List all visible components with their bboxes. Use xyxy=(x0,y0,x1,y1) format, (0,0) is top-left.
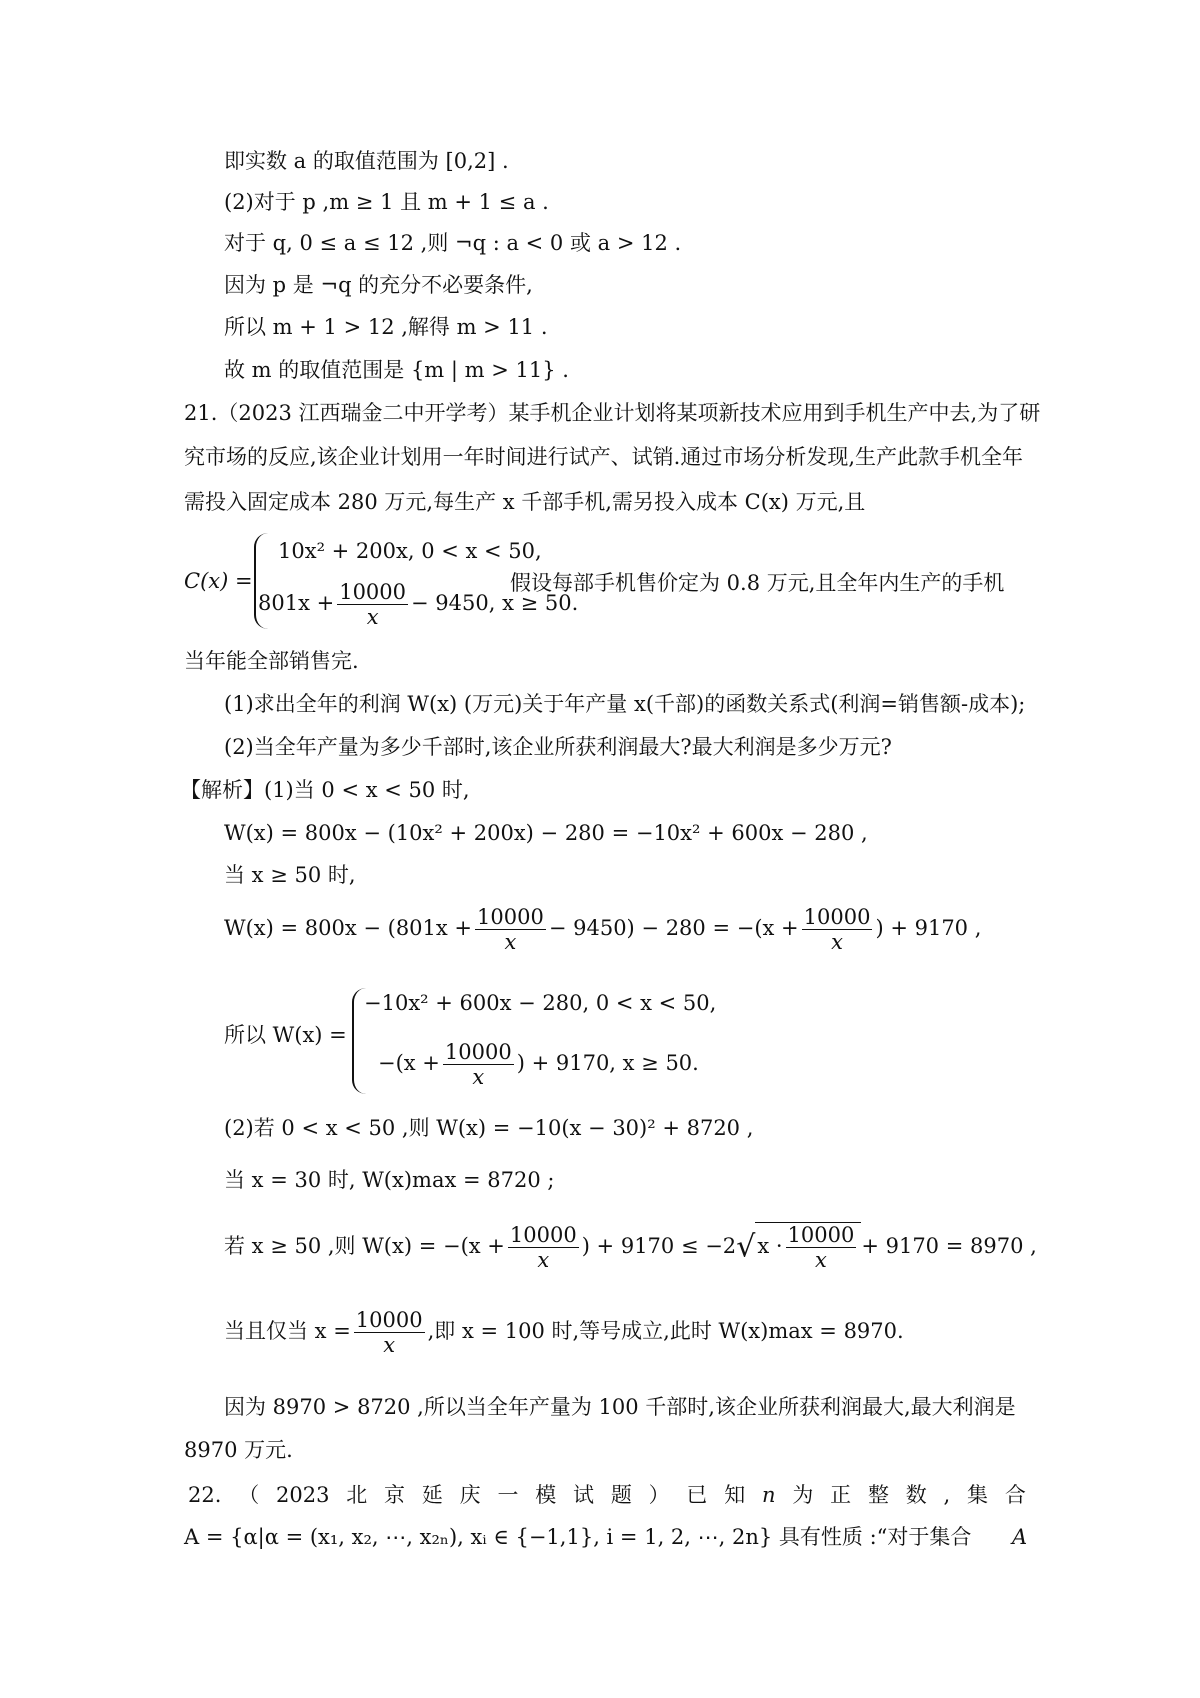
fraction xyxy=(508,1223,579,1272)
fraction xyxy=(475,905,546,954)
fraction-denominator: x xyxy=(831,930,843,954)
expr-part: x · xyxy=(757,1234,783,1258)
sqrt-icon: √ xyxy=(736,1229,756,1265)
text-line: 即实数 a 的取值范围为 [0,2] . xyxy=(224,149,509,173)
q22-token: 北 xyxy=(346,1483,368,1507)
fraction-denominator: x xyxy=(504,930,517,954)
fraction-numerator: 10000 xyxy=(339,580,407,604)
question-22-line: A = {α|α = (x₁, x₂, ⋯, x₂ₙ), xᵢ ∈ {−1,1}, i = 1, 2, ⋯, 2n} 具有性质 :“对于集合 xyxy=(184,1525,972,1549)
expr-part: − 9450) − 280 = −(x + xyxy=(548,916,799,940)
expr-part: W(x) = 800x − (801x + xyxy=(224,916,473,940)
solution-line xyxy=(224,1308,904,1357)
q22-token: n xyxy=(762,1483,776,1507)
question-21-part-2: (2)当全年产量为多少千部时,该企业所获利润最大?最大利润是多少万元? xyxy=(224,735,892,759)
solution-line xyxy=(224,905,981,954)
fraction-numerator: 10000 xyxy=(477,905,544,929)
text-line: 所以 m + 1 > 12 ,解得 m > 11 . xyxy=(224,315,548,339)
question-21-line: 21.（2023 江西瑞金二中开学考）某手机企业计划将某项新技术应用到手机生产中去,为了研 xyxy=(184,401,1041,425)
q22-token: 已 xyxy=(686,1483,708,1507)
expr-part: ) + 9170, x ≥ 50. xyxy=(516,1051,699,1075)
fraction xyxy=(443,1040,514,1089)
text-line: 故 m 的取值范围是 {m | m > 11} . xyxy=(224,358,569,382)
q22-token: 京 xyxy=(384,1483,406,1507)
cx-case-2-part: 801x + xyxy=(258,591,335,615)
fraction-denominator: x xyxy=(815,1248,827,1272)
q22-token: （ xyxy=(238,1483,260,1507)
sqrt-radicand xyxy=(755,1222,861,1272)
wx-case-1: −10x² + 600x − 280, 0 < x < 50, xyxy=(364,991,717,1015)
question-22-line xyxy=(188,1480,1026,1510)
text-line: 因为 p 是 ¬q 的充分不必要条件, xyxy=(224,273,533,297)
expr-part: + 9170 = 8970 , xyxy=(861,1234,1037,1258)
solution-line: 因为 8970 > 8720 ,所以当全年产量为 100 千部时,该企业所获利润最大,最大利润是 xyxy=(224,1395,1016,1419)
fraction xyxy=(802,905,873,954)
q22-token: 正 xyxy=(830,1483,852,1507)
solution-line: W(x) = 800x − (10x² + 200x) − 280 = −10x² + 600x − 280 , xyxy=(224,821,868,845)
cx-case-1: 10x² + 200x, 0 < x < 50, xyxy=(278,539,542,563)
wx-case-2 xyxy=(378,1040,699,1089)
fraction-denominator: x xyxy=(537,1248,550,1272)
cx-case-2-part: − 9450, x ≥ 50. xyxy=(411,591,579,615)
q22-token: 22. xyxy=(188,1483,222,1507)
expr-part: 若 x ≥ 50 ,则 W(x) = −(x + xyxy=(224,1234,505,1258)
q22-token: 题 xyxy=(610,1483,632,1507)
fraction xyxy=(337,580,408,629)
expr-part: ) + 9170 , xyxy=(875,916,982,940)
cx-label: C(x) = xyxy=(184,569,253,593)
expr-part: ) + 9170 ≤ −2 xyxy=(581,1234,737,1258)
cx-tail: 假设每部手机售价定为 0.8 万元,且全年内生产的手机 xyxy=(510,571,1005,595)
fraction-numerator: 10000 xyxy=(803,905,871,929)
fraction-denominator: x xyxy=(366,605,379,629)
text-line: (2)对于 p ,m ≥ 1 且 m + 1 ≤ a . xyxy=(224,190,549,214)
fraction-denominator: x xyxy=(383,1333,396,1357)
fraction-numerator: 10000 xyxy=(444,1040,512,1064)
expr-part: 当且仅当 x = xyxy=(224,1319,351,1343)
q22-token: 知 xyxy=(724,1483,746,1507)
fraction xyxy=(354,1308,425,1357)
q22-token: , xyxy=(943,1483,951,1507)
fraction-numerator: 10000 xyxy=(787,1223,855,1247)
solution-line: (2)若 0 < x < 50 ,则 W(x) = −10(x − 30)² + 8720 , xyxy=(224,1116,754,1140)
question-21-part-1: (1)求出全年的利润 W(x) (万元)关于年产量 x(千部)的函数关系式(利润=销售额-成本); xyxy=(224,692,1026,716)
fraction-denominator: x xyxy=(472,1065,485,1089)
expr-part: ,即 x = 100 时,等号成立,此时 W(x)max = 8970. xyxy=(427,1319,904,1343)
solution-line: 当 x = 30 时, W(x)max = 8720 ; xyxy=(224,1168,555,1192)
q22-token: 延 xyxy=(421,1483,443,1507)
question-21-line: 需投入固定成本 280 万元,每生产 x 千部手机,需另投入成本 C(x) 万元,且 xyxy=(184,490,866,514)
fraction-numerator: 10000 xyxy=(509,1223,577,1247)
fraction-numerator: 10000 xyxy=(355,1308,423,1332)
wx-label: 所以 W(x) = xyxy=(224,1023,347,1047)
fraction xyxy=(786,1223,857,1272)
solution-line xyxy=(224,1222,1037,1272)
question-21-line: 究市场的反应,该企业计划用一年时间进行试产、试销.通过市场分析发现,生产此款手机全年 xyxy=(184,445,1024,469)
expr-part: −(x + xyxy=(378,1051,440,1075)
text-line: 对于 q, 0 ≤ a ≤ 12 ,则 ¬q : a < 0 或 a > 12 . xyxy=(224,231,682,255)
q22-token: ） xyxy=(648,1483,670,1507)
q22-token: 模 xyxy=(535,1483,557,1507)
question-22-line-end: A xyxy=(1012,1525,1028,1549)
question-21-line: 当年能全部销售完. xyxy=(184,649,359,673)
q22-token: 合 xyxy=(1004,1483,1026,1507)
q22-token: 整 xyxy=(867,1483,889,1507)
q22-token: 为 xyxy=(792,1483,814,1507)
q22-token: 数 xyxy=(905,1483,927,1507)
q22-token: 庆 xyxy=(459,1483,481,1507)
solution-line: 当 x ≥ 50 时, xyxy=(224,863,356,887)
q22-token: 2023 xyxy=(276,1483,330,1507)
q22-token: 集 xyxy=(967,1483,989,1507)
solution-heading: 【解析】(1)当 0 < x < 50 时, xyxy=(180,778,470,802)
solution-line: 8970 万元. xyxy=(184,1438,293,1462)
q22-token: 试 xyxy=(573,1483,595,1507)
q22-token: 一 xyxy=(497,1483,519,1507)
